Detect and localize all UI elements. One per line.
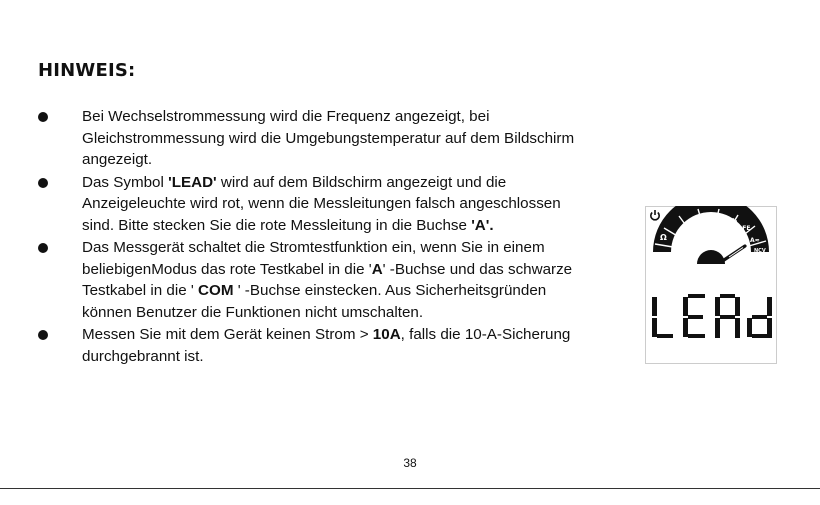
note-text xyxy=(82,324,640,367)
note-heading: HINWEIS: xyxy=(38,60,136,81)
bold-text: 'A'. xyxy=(471,216,494,234)
continuity-icon xyxy=(684,224,693,231)
dial-label-a: A≂ xyxy=(750,237,760,244)
bullet-icon xyxy=(38,330,48,340)
bullet-icon xyxy=(38,178,48,188)
note-line: Gleichstrommessung wird die Umgebungstemperatur auf dem Bildschirm xyxy=(82,129,575,147)
dial-label-v: V≂ xyxy=(652,251,664,259)
dial-label-ncv: NCV xyxy=(754,248,766,254)
note-item xyxy=(0,237,640,324)
bold-text: A xyxy=(371,260,383,278)
bullet-icon xyxy=(38,243,48,253)
note-line: können Benutzer die Funktionen nicht umschalten. xyxy=(82,304,424,322)
note-line: durchgebrannt ist. xyxy=(82,347,204,365)
note-line: Testkabel in die ' COM ' -Buchse einstecken. Aus Sicherheitsgründen xyxy=(82,282,547,300)
svg-text:·))): ·))) xyxy=(684,224,693,231)
note-text xyxy=(82,237,640,324)
dial-label-hz: Hz% xyxy=(725,218,738,224)
note-line: Messen Sie mit dem Gerät keinen Strom > 10A, falls die 10-A-Sicherung xyxy=(82,326,571,344)
page-number: 38 xyxy=(403,456,417,470)
note-item xyxy=(0,106,640,171)
bold-text: 10A xyxy=(372,326,401,344)
note-text xyxy=(82,172,640,237)
notes-list xyxy=(0,106,640,368)
dial-label-ohm: Ω xyxy=(660,233,667,242)
dial-label-live: Live xyxy=(755,255,766,260)
footer-rule xyxy=(0,488,820,489)
note-line: beliebigenModus das rote Testkabel in die 'A' -Buchse und das schwarze xyxy=(82,260,573,278)
note-text xyxy=(82,106,640,171)
note-line: angezeigt. xyxy=(82,151,153,169)
lcd-readout-text: LEAd xyxy=(709,360,713,361)
bold-text: COM xyxy=(198,282,234,300)
note-line: Das Symbol 'LEAD' wird auf dem Bildschirm angezeigt und die xyxy=(82,173,507,191)
lcd-display-svg xyxy=(645,206,777,364)
note-line: Anzeigeleuchte wird rot, wenn die Messleitungen falsch angeschlossen xyxy=(82,195,561,213)
note-item xyxy=(0,172,640,237)
bold-text: 'LEAD' xyxy=(168,173,217,191)
note-item xyxy=(0,324,640,367)
note-line: Bei Wechselstrommessung wird die Frequenz angezeigt, bei xyxy=(82,108,490,125)
lcd-display-illustration xyxy=(645,206,777,364)
bullet-icon xyxy=(38,112,48,122)
note-line: Das Messgerät schaltet die Stromtestfunktion ein, wenn Sie in einem xyxy=(82,239,545,256)
dial-label-hfe: hFE xyxy=(738,225,751,232)
note-line: sind. Bitte stecken Sie die rote Messleitung in die Buchse 'A'. xyxy=(82,216,494,234)
